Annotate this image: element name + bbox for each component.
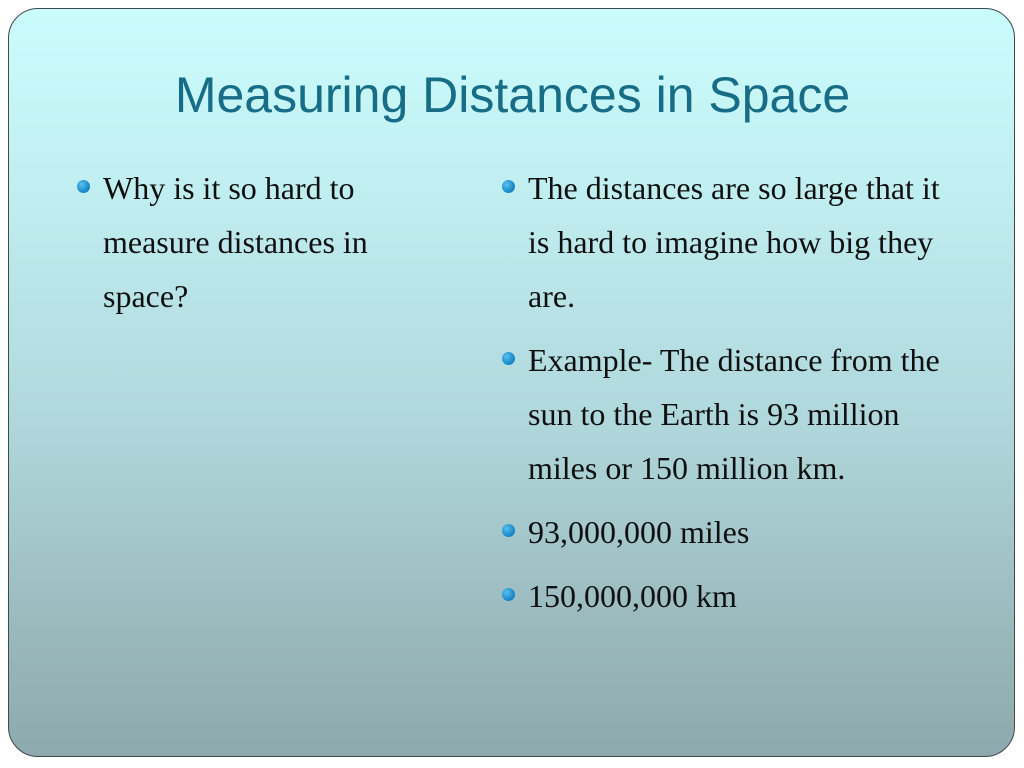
bullet-text: 150,000,000 km xyxy=(528,578,737,614)
bullet-text: Example- The distance from the sun to the Earth is 93 million miles or 150 million km. xyxy=(528,342,940,486)
bullet-icon xyxy=(502,588,515,601)
left-column xyxy=(75,161,455,333)
bullet-icon xyxy=(502,352,515,365)
right-column xyxy=(500,161,960,633)
bullet-icon xyxy=(502,524,515,537)
bullet-text: The distances are so large that it is hard to imagine how big they are. xyxy=(528,170,940,314)
bullet-item xyxy=(500,161,960,323)
bullet-item xyxy=(500,505,960,559)
bullet-item xyxy=(500,569,960,623)
bullet-icon xyxy=(502,180,515,193)
bullet-item xyxy=(500,333,960,495)
bullet-item xyxy=(75,161,455,323)
slide xyxy=(8,8,1015,757)
bullet-icon xyxy=(77,180,90,193)
bullet-text: Why is it so hard to measure distances in space? xyxy=(103,170,368,314)
slide-title: Measuring Distances in Space xyxy=(174,67,851,123)
bullet-text: 93,000,000 miles xyxy=(528,514,750,550)
